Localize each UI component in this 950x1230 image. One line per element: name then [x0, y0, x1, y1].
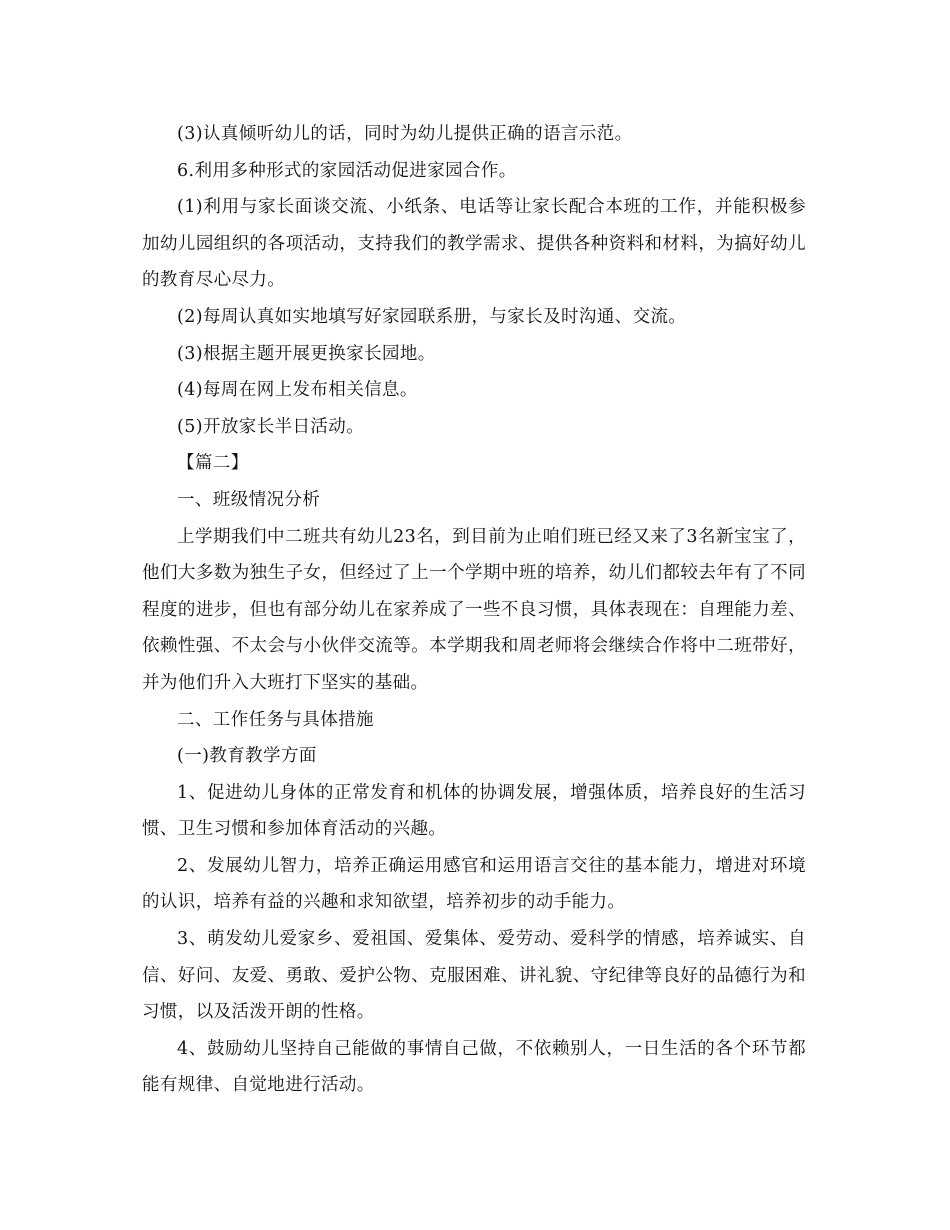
section-title-part-two: 【篇二】 — [177, 453, 249, 474]
paragraph-class-analysis: 上学期我们中二班共有幼儿23名，到目前为止咱们班已经又来了3名新宝宝了，他们大多数为独生子女，但经过了上一个学期中班的培养，幼儿们都较去年有了不同程度的进步，但也有部分幼儿在家养成了一些不良习惯，具体表现在：自理能力差、依赖性强、不太会与小伙伴交流等。本学期我和周老师将会继续合作将中二班带好，并为他们升入大班打下坚实的基础。 — [142, 526, 806, 693]
heading-class-analysis: 一、班级情况分析 — [177, 489, 321, 510]
heading-tasks-and-measures: 二、工作任务与具体措施 — [177, 709, 374, 730]
document-body — [142, 116, 806, 1104]
paragraph-parent-communication: (1)利用与家长面谈交流、小纸条、电话等让家长配合本班的工作，并能积极参加幼儿园组织的各项活动，支持我们的教学需求、提供各种资料和材料，为搞好幼儿的教育尽心尽力。 — [142, 197, 806, 291]
paragraph-contact-book: (2)每周认真如实地填写好家园联系册，与家长及时沟通、交流。 — [177, 306, 687, 327]
paragraph-item-1: 1、促进幼儿身体的正常发育和机体的协调发展，增强体质，培养良好的生活习惯、卫生习惯和参加体育活动的兴趣。 — [142, 782, 806, 840]
paragraph-item-4: 4、鼓励幼儿坚持自己能做的事情自己做，不依赖别人，一日生活的各个环节都能有规律、自觉地进行活动。 — [142, 1038, 806, 1096]
paragraph-parent-garden: (3)根据主题开展更换家长园地。 — [177, 343, 436, 364]
paragraph-heading-home-school-cooperation: 6.利用多种形式的家园活动促进家园合作。 — [177, 160, 517, 181]
subheading-teaching: (一)教育教学方面 — [177, 746, 317, 767]
paragraph-listen-to-children: (3)认真倾听幼儿的话，同时为幼儿提供正确的语言示范。 — [177, 124, 633, 144]
paragraph-open-day: (5)开放家长半日活动。 — [177, 416, 365, 437]
paragraph-online-info: (4)每周在网上发布相关信息。 — [177, 380, 418, 401]
paragraph-item-3: 3、萌发幼儿爱家乡、爱祖国、爱集体、爱劳动、爱科学的情感，培养诚实、自信、好问、友爱、勇敢、爱护公物、克服困难、讲礼貌、守纪律等良好的品德行为和习惯，以及活泼开朗的性格。 — [142, 929, 806, 1023]
paragraph-item-2: 2、发展幼儿智力，培养正确运用感官和运用语言交往的基本能力，增进对环境的认识，培养有益的兴趣和求知欲望，培养初步的动手能力。 — [142, 855, 806, 913]
